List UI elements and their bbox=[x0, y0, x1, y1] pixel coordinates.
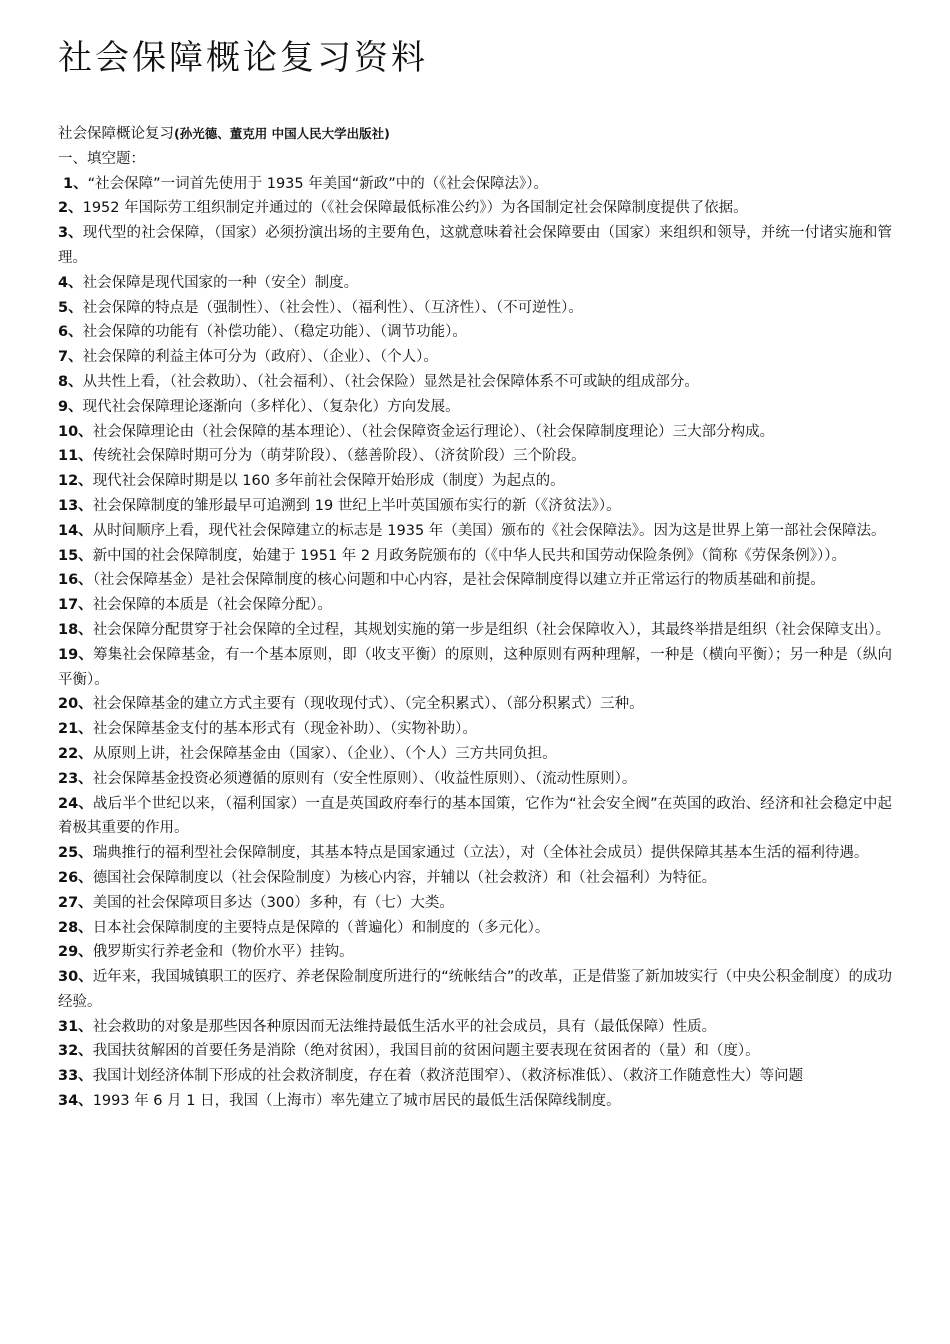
question-number: 23、 bbox=[58, 770, 93, 787]
question-number: 33、 bbox=[58, 1068, 93, 1085]
question-text: 1993 年 6 月 1 日，我国（上海市）率先建立了城市居民的最低生活保障线制度。 bbox=[92, 1093, 621, 1110]
question-item bbox=[58, 891, 892, 916]
question-number: 13、 bbox=[58, 497, 93, 514]
question-item bbox=[58, 221, 892, 271]
question-text: 社会保障的本质是（社会保障分配）。 bbox=[92, 597, 332, 614]
question-item bbox=[58, 271, 892, 296]
question-item bbox=[58, 742, 892, 767]
question-text: 社会保障理论由（社会保障的基本理论）、（社会保障资金运行理论）、（社会保障制度理论）三大部分构成。 bbox=[92, 423, 775, 440]
question-number: 9、 bbox=[58, 398, 83, 415]
question-text: 俄罗斯实行养老金和（物价水平）挂钩。 bbox=[92, 944, 354, 961]
question-number: 7、 bbox=[58, 349, 83, 366]
question-text: 德国社会保障制度以（社会保险制度）为核心内容，并辅以（社会救济）和（社会福利）为特征。 bbox=[92, 869, 717, 886]
question-text: 社会保障基金的建立方式主要有（现收现付式）、（完全积累式）、（部分积累式）三种。 bbox=[92, 696, 644, 713]
question-number: 24、 bbox=[58, 795, 93, 812]
question-text: 现代社会保障时期是以 160 多年前社会保障开始形成（制度）为起点的。 bbox=[92, 473, 565, 490]
question-text: 战后半个世纪以来，（福利国家）一直是英国政府奉行的基本国策，它作为“社会安全阀”在英国的政治、经济和社会稳定中起着极其重要的作用。 bbox=[58, 795, 892, 837]
document-subtitle bbox=[58, 122, 892, 147]
question-text: 1952 年国际劳工组织制定并通过的（《社会保障最低标准公约》）为各国制定社会保障制度提供了依据。 bbox=[82, 200, 748, 217]
question-text: 社会救助的对象是那些因各种原因而无法维持最低生活水平的社会成员，具有（最低保障）性质。 bbox=[92, 1018, 717, 1035]
question-number: 11、 bbox=[58, 448, 93, 465]
question-item bbox=[58, 494, 892, 519]
section-heading: 一、填空题： bbox=[58, 150, 145, 167]
question-item bbox=[58, 940, 892, 965]
question-text: 现代型的社会保障，（国家）必须扮演出场的主要角色，这就意味着社会保障要由（国家）来组织和领导，并统一付诸实施和管理。 bbox=[58, 225, 893, 266]
question-item bbox=[58, 1089, 892, 1114]
question-item bbox=[58, 717, 892, 742]
document-body bbox=[58, 122, 892, 1114]
question-list bbox=[58, 172, 892, 1114]
question-item bbox=[58, 444, 892, 469]
question-item bbox=[58, 1015, 892, 1040]
question-item bbox=[58, 916, 892, 941]
question-text: 筹集社会保障基金，有一个基本原则，即（收支平衡）的原则，这种原则有两种理解，一种是（横向平衡）；另一种是（纵向平衡）。 bbox=[58, 646, 892, 688]
question-text: 社会保障基金投资必须遵循的原则有（安全性原则）、（收益性原则）、（流动性原则）。 bbox=[92, 770, 637, 787]
question-item bbox=[58, 395, 892, 420]
question-text: “社会保障”一词首先使用于 1935 年美国“新政”中的（《社会保障法》）。 bbox=[87, 175, 549, 192]
question-number: 25、 bbox=[58, 845, 93, 862]
document-title: 社会保障概论复习资料 bbox=[58, 38, 428, 78]
question-number: 31、 bbox=[58, 1018, 93, 1035]
question-text: 社会保障的特点是（强制性）、（社会性）、（福利性）、（互济性）、（不可逆性）。 bbox=[82, 299, 583, 316]
question-text: 社会保障的利益主体可分为（政府）、（企业）、（个人）。 bbox=[82, 349, 438, 366]
question-item bbox=[58, 692, 892, 717]
subtitle-source: (孙光德、董克用 中国人民大学出版社) bbox=[174, 126, 390, 141]
question-text: 近年来，我国城镇职工的医疗、养老保险制度所进行的“统帐结合”的改革，正是借鉴了新加坡实行（中央公积金制度）的成功经验。 bbox=[58, 969, 892, 1010]
question-number: 2、 bbox=[58, 200, 83, 217]
question-text: 我国计划经济体制下形成的社会救济制度，存在着（救济范围窄）、（救济标准低）、（救济工作随意性大）等问题 bbox=[92, 1068, 804, 1085]
question-item bbox=[58, 196, 892, 221]
question-number: 20、 bbox=[58, 696, 93, 713]
question-text: 社会保障分配贯穿于社会保障的全过程，其规划实施的第一步是组织（社会保障收入），其最终举措是组织（社会保障支出）。 bbox=[92, 621, 891, 638]
question-item bbox=[58, 296, 892, 321]
question-number: 19、 bbox=[58, 646, 94, 663]
question-text: 日本社会保障制度的主要特点是保障的（普遍化）和制度的（多元化）。 bbox=[92, 919, 550, 936]
question-text: 社会保障是现代国家的一种（安全）制度。 bbox=[82, 274, 359, 291]
question-number: 15、 bbox=[58, 547, 93, 564]
question-item bbox=[58, 320, 892, 345]
question-item bbox=[58, 593, 892, 618]
question-item bbox=[58, 792, 892, 842]
question-number: 30、 bbox=[58, 969, 93, 986]
question-item bbox=[58, 568, 892, 593]
question-text: 新中国的社会保障制度，始建于 1951 年 2 月政务院颁布的（《中华人民共和国劳动保险条例》（简称《劳保条例》））。 bbox=[92, 547, 846, 564]
question-item bbox=[58, 469, 892, 494]
question-text: 社会保障的功能有（补偿功能）、（稳定功能）、（调节功能）。 bbox=[82, 324, 467, 341]
question-text: （社会保障基金）是社会保障制度的核心问题和中心内容，是社会保障制度得以建立并正常运行的物质基础和前提。 bbox=[92, 572, 825, 589]
question-item bbox=[58, 420, 892, 445]
question-item bbox=[58, 544, 892, 569]
question-number: 17、 bbox=[58, 597, 93, 614]
question-number: 3、 bbox=[58, 225, 83, 242]
question-number: 16、 bbox=[58, 572, 93, 589]
question-text: 瑞典推行的福利型社会保障制度，其基本特点是国家通过（立法），对（全体社会成员）提供保障其基本生活的福利待遇。 bbox=[92, 845, 869, 862]
question-item bbox=[58, 345, 892, 370]
question-number: 32、 bbox=[58, 1043, 93, 1060]
question-text: 现代社会保障理论逐渐向（多样化）、（复杂化）方向发展。 bbox=[82, 398, 460, 415]
question-number: 27、 bbox=[58, 894, 93, 911]
question-text: 从时间顺序上看，现代社会保障建立的标志是 1935 年（美国）颁布的《社会保障法》。因为这是世界上第一部社会保障法。 bbox=[92, 522, 886, 539]
question-number: 26、 bbox=[58, 869, 93, 886]
question-item bbox=[58, 767, 892, 792]
question-item bbox=[58, 1064, 892, 1089]
question-item bbox=[58, 519, 892, 544]
question-text: 传统社会保障时期可分为（萌芽阶段）、（慈善阶段）、（济贫阶段）三个阶段。 bbox=[92, 448, 586, 465]
question-text: 社会保障制度的雏形最早可追溯到 19 世纪上半叶英国颁布实行的新（《济贫法》）。 bbox=[92, 497, 621, 514]
subtitle-main: 社会保障概论复习 bbox=[58, 126, 174, 142]
question-number: 5、 bbox=[58, 299, 83, 316]
question-text: 社会保障基金支付的基本形式有（现金补助）、（实物补助）。 bbox=[92, 721, 477, 738]
question-number: 22、 bbox=[58, 745, 93, 762]
question-number: 29、 bbox=[58, 944, 93, 961]
question-item bbox=[58, 1039, 892, 1064]
question-number: 6、 bbox=[58, 324, 83, 341]
question-item bbox=[58, 618, 892, 643]
question-number: 12、 bbox=[58, 473, 93, 490]
question-number: 21、 bbox=[58, 721, 93, 738]
question-text: 从共性上看，（社会救助）、（社会福利）、（社会保险）显然是社会保障体系不可或缺的组成部分。 bbox=[82, 373, 699, 390]
question-number: 34、 bbox=[58, 1093, 93, 1110]
question-item bbox=[58, 370, 892, 395]
question-item bbox=[58, 841, 892, 866]
question-number: 4、 bbox=[58, 274, 83, 291]
question-text: 我国扶贫解困的首要任务是消除（绝对贫困），我国目前的贫困问题主要表现在贫困者的（量）和（度）。 bbox=[92, 1043, 760, 1060]
question-number: 18、 bbox=[58, 621, 93, 638]
question-number: 14、 bbox=[58, 522, 93, 539]
question-number: 10、 bbox=[58, 423, 93, 440]
question-item bbox=[58, 172, 892, 197]
question-number: 8、 bbox=[58, 373, 83, 390]
question-item bbox=[58, 643, 892, 693]
question-item bbox=[58, 965, 892, 1015]
question-item bbox=[58, 866, 892, 891]
question-text: 从原则上讲，社会保障基金由（国家）、（企业）、（个人）三方共同负担。 bbox=[92, 745, 557, 762]
question-text: 美国的社会保障项目多达（300）多种，有（七）大类。 bbox=[92, 894, 454, 911]
question-number: 28、 bbox=[58, 919, 93, 936]
question-number: 1、 bbox=[63, 175, 88, 192]
